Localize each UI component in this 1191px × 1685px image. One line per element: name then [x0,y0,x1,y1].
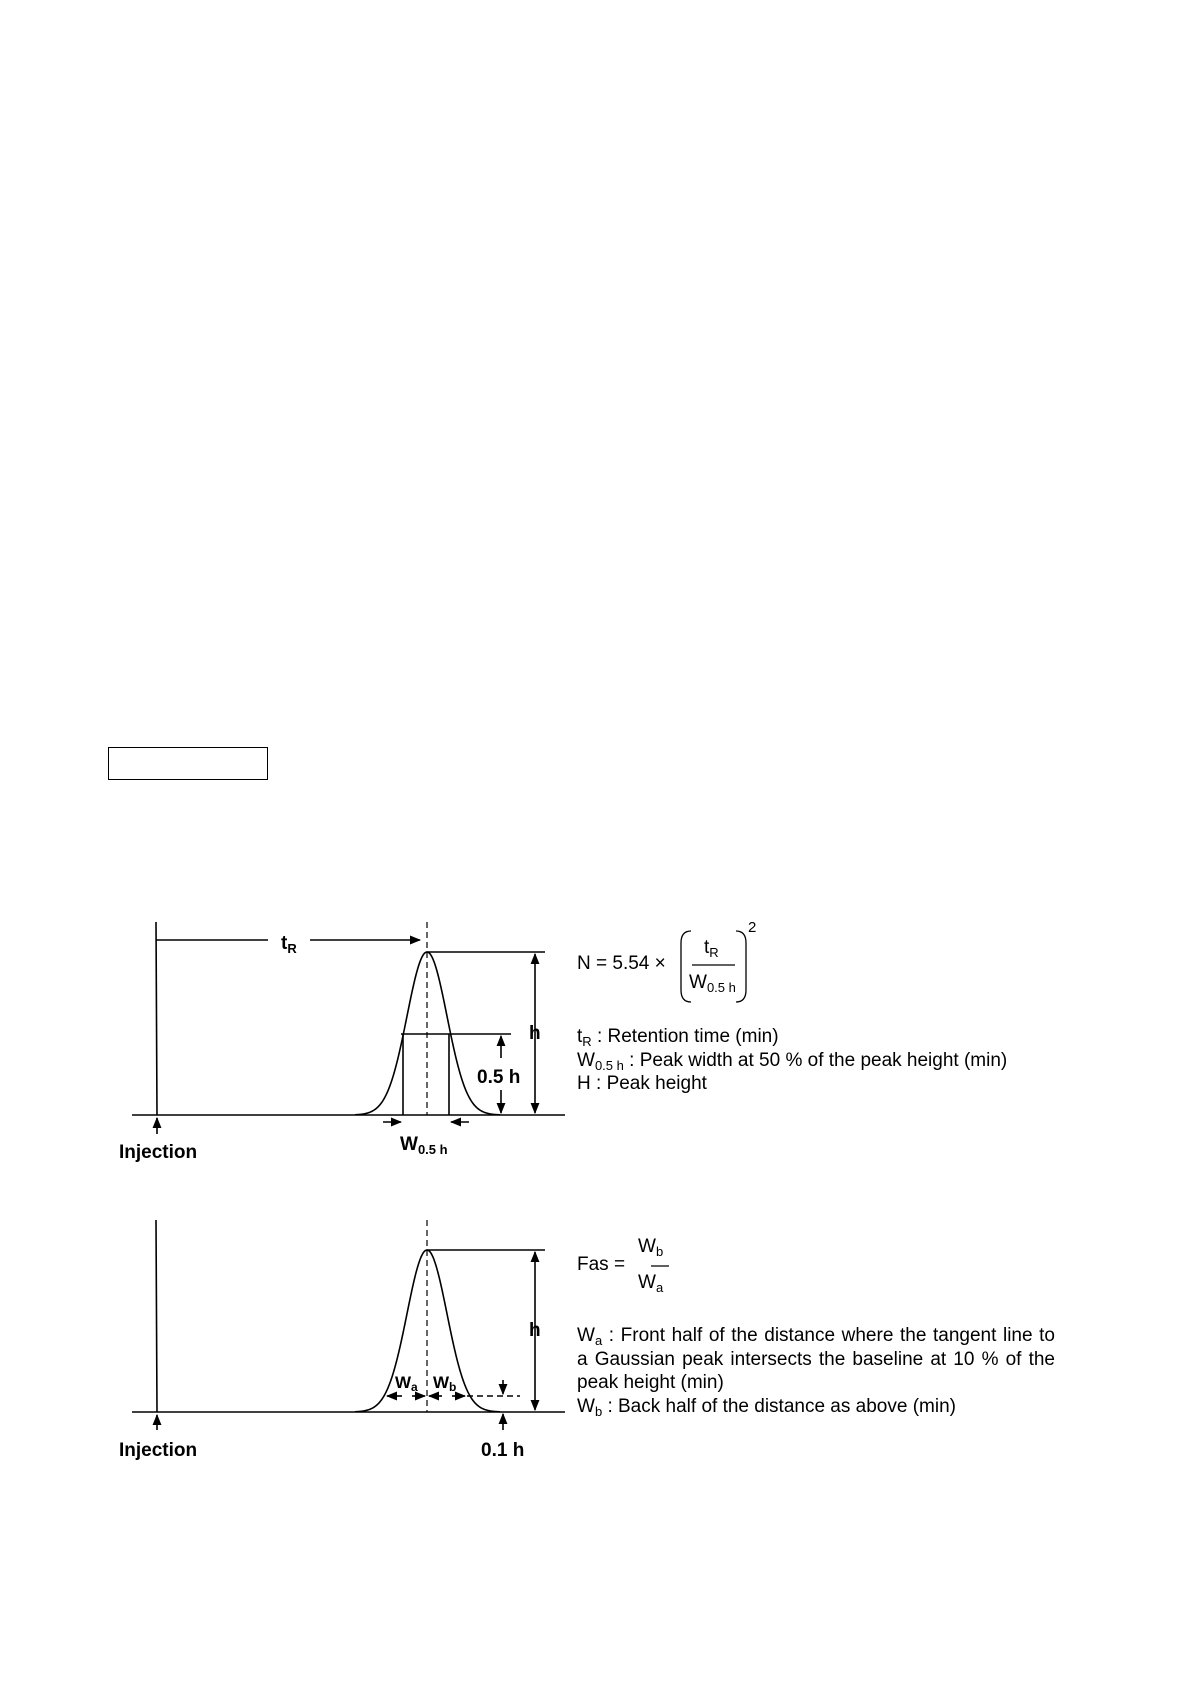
fig2-formula-numerator: $W_b$ [638,1236,664,1259]
fig1-def-tr: $t_R$ : Retention time (min) [577,1026,779,1049]
fig2-tenth-h-label: 0.1 h [481,1440,525,1461]
fig1-formula-exponent: 2 [748,919,757,936]
fig2-wa-label: Wa [395,1373,418,1394]
fig1-def-w: $W_{0.5 h}$ : Peak width at 50 % of the peak height (min) [577,1049,1008,1073]
fig1-h-label: h [529,1023,541,1044]
fig2-injection-axis [156,1220,157,1412]
fig1-formula-denominator: $W_{0.5 h}$ [689,972,736,995]
figure1-plot [132,922,565,1134]
fig2-wb-label: Wb [433,1373,457,1394]
fig1-formula-numerator: $t_R$ [704,937,719,960]
fig1-formula-lhs: N = 5.54 × [577,953,666,974]
fig2-h-label: h [529,1320,541,1341]
figure2-plot [132,1220,565,1430]
fig2-formula-denominator: $W_a$ [638,1272,664,1295]
fig1-width-label: $W_{0.5 h}$ [400,1134,448,1157]
fig2-def-wa: $W_a$ : Front half of the distance where the tangent line to a Gaussian peak intersects the baseline at 10 % of the peak height (min) [577,1325,1055,1393]
fig1-half-h-label: 0.5 h [477,1067,521,1088]
fig2-def-wb: $W_b$ : Back half of the distance as above (min) [577,1395,956,1419]
fig2-injection-label: Injection [119,1440,198,1461]
fig2-formula-lhs: Fas = [577,1254,626,1275]
fig1-def-h: H : Peak height [577,1073,707,1094]
fig1-injection-label: Injection [119,1142,198,1163]
fig1-tr-label: $t_R$ [281,933,297,956]
fig1-definitions [577,1025,1077,1096]
fig1-injection-axis [156,922,157,1115]
fig2-definitions [577,1324,1055,1418]
